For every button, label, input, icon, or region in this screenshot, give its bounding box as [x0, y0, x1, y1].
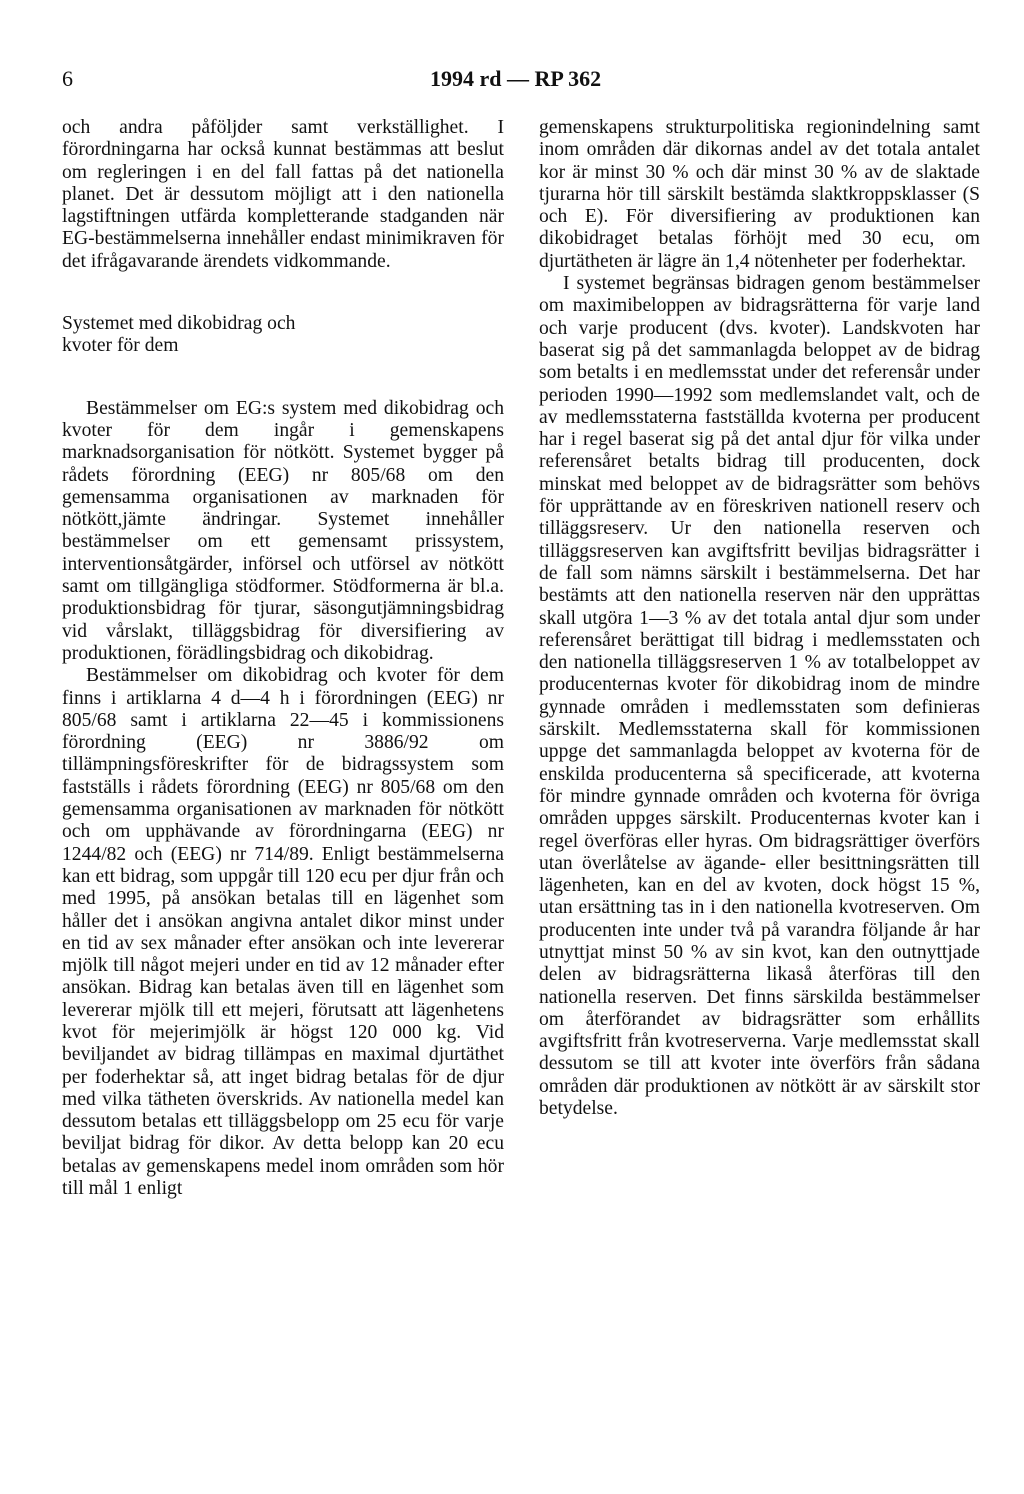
section-heading [62, 313, 504, 358]
paragraph: I systemet begränsas bidragen genom bestämmelser om maximibeloppen av bidragsrätterna för varje land och varje producent (dvs. kvoter). Landskvoten har baserat sig på det sammanlagda beloppet av de bidrag som betalts i en medlemsstat under det referensår under perioden 1990—1992 som medlemslandet valt, och de av medlemsstaterna fastställda kvoterna per producent har i regel baserat sig på det antal djur för vilka under referensåret betalts bidrag till producenten, dock minskat med beloppet av de bidragsrätter som behövs för upprättande av en föreskriven nationell reserv och tilläggsreserv. Ur den nationella reserven och tilläggsreserven kan avgiftsfritt beviljas bidragsrätter i de fall som nämns särskilt i bestämmelserna. Det har bestämts att den nationella reserven när den upprättas skall utgöra 1—3 % av det totala antal djur som under referensåret berättigat till bidrag i medlemsstaten och den nationella tilläggsreserven 1 % av totalbeloppet av producenternas kvoter för dikobidrag inom de mindre gynnade områden i medlemsstaten som definieras särskilt. Medlemsstaterna skall för kommissionen uppge det sammanlagda beloppet av kvoterna för de enskilda producenterna så specificerade, att kvoterna för mindre gynnade områden och kvoterna för övriga områden uppges särskilt. Producenternas kvoter kan i regel överföras eller hyras. Om bidragsrättiger överförs utan överlåtelse av ägande- eller besittningsrätten till lägenheten, kan en del av kvoten, dock högst 15 %, utan ersättning tas in i den nationella kvotreserven. Om producenten inte under två på varandra följande år har utnyttjat minst 50 % av sin kvot, kan den outnyttjade delen av bidragsrätterna likaså återföras till den nationella reserven. Det finns särskilda bestämmelser om återförandet av bidragsrätter som erhållits avgiftsfritt från kvotreserverna. Varje medlemsstat skall dessutom se till att kvoter inte överförs från sådana områden där produktionen av nötkött är av särskilt stor betydelse. [539, 273, 980, 1120]
page-header [62, 66, 982, 96]
running-title: 1994 rd — RP 362 [430, 66, 602, 91]
left-column [62, 117, 504, 1200]
paragraph: Bestämmelser om dikobidrag och kvoter för dem finns i artiklarna 4 d—4 h i förordningen (EEG) nr 805/68 samt i artiklarna 22—45 i kommissionens förordning (EEG) nr 3886/92 om tillämpningsföreskrifter för de bidragssystem som fastställs i rådets förordning (EEG) nr 805/68 om den gemensamma organisationen av marknaden för nötkött och om upphävande av förordningarna (EEG) nr 1244/82 och (EEG) nr 714/89. Enligt bestämmelserna kan ett bidrag, som uppgår till 120 ecu per djur från och med 1995, på ansökan betalas till en lägenhet som håller det i ansökan angivna antalet dikor minst under en tid av sex månader efter ansökan och inte levererar mjölk till något mejeri under en tid av 12 månader efter ansökan. Bidrag kan betalas även till en lägenhet som levererar mjölk till ett mejeri, förutsatt att lägenhetens kvot för mejerimjölk är högst 120 000 kg. Vid beviljandet av bidrag tillämpas en maximal djurtäthet per foderhektar så, att inget bidrag betalas för de djur med vilka tätheten överskrids. Av nationella medel kan dessutom betalas ett tilläggsbelopp om 25 ecu för varje beviljat bidrag för dikor. Av detta belopp kan 20 ecu betalas av gemenskapens medel inom områden som hör till mål 1 enligt [62, 665, 504, 1200]
paragraph: och andra påföljder samt verkställighet. I förordningarna har också kunnat bestämmas att beslut om regleringen i en del fall fattas på det nationella planet. Det är dessutom möjligt att i den nationella lagstiftningen utfärda kompletterande stadganden när EG-bestämmelserna innehåller endast minimikraven för det ifrågavarande ärendets vidkommande. [62, 117, 504, 272]
page-number: 6 [62, 66, 73, 91]
section-heading-line: Systemet med dikobidrag och [62, 313, 296, 335]
section-heading-line: kvoter för dem [62, 335, 179, 357]
right-column [539, 117, 980, 1120]
paragraph: Bestämmelser om EG:s system med dikobidrag och kvoter för dem ingår i gemenskapens marknadsorganisation för nötkött. Systemet bygger på rådets förordning (EEG) nr 805/68 om den gemensamma organisationen av marknaden för nötkött,jämte ändringar. Systemet innehåller bestämmelser om ett gemensamt prissystem, interventionsåtgärder, införsel och utförsel av nötkött samt om tillgängliga stödformer. Stödformerna är bl.a. produktionsbidrag för tjurar, säsongutjämningsbidrag vid vårslakt, tilläggsbidrag för diversifiering av produktionen, förädlingsbidrag och dikobidrag. [62, 397, 504, 664]
paragraph: gemenskapens strukturpolitiska regionindelning samt inom områden där dikornas andel av det totala antalet kor är minst 30 % och där minst 30 % av de slaktade tjurarna hör till särskilt bestämda slaktkroppsklasser (S och E). För diversifiering av produktionen kan dikobidraget betalas förhöjt med 30 ecu, om djurtätheten är lägre än 1,4 nötenheter per foderhektar. [539, 117, 980, 272]
